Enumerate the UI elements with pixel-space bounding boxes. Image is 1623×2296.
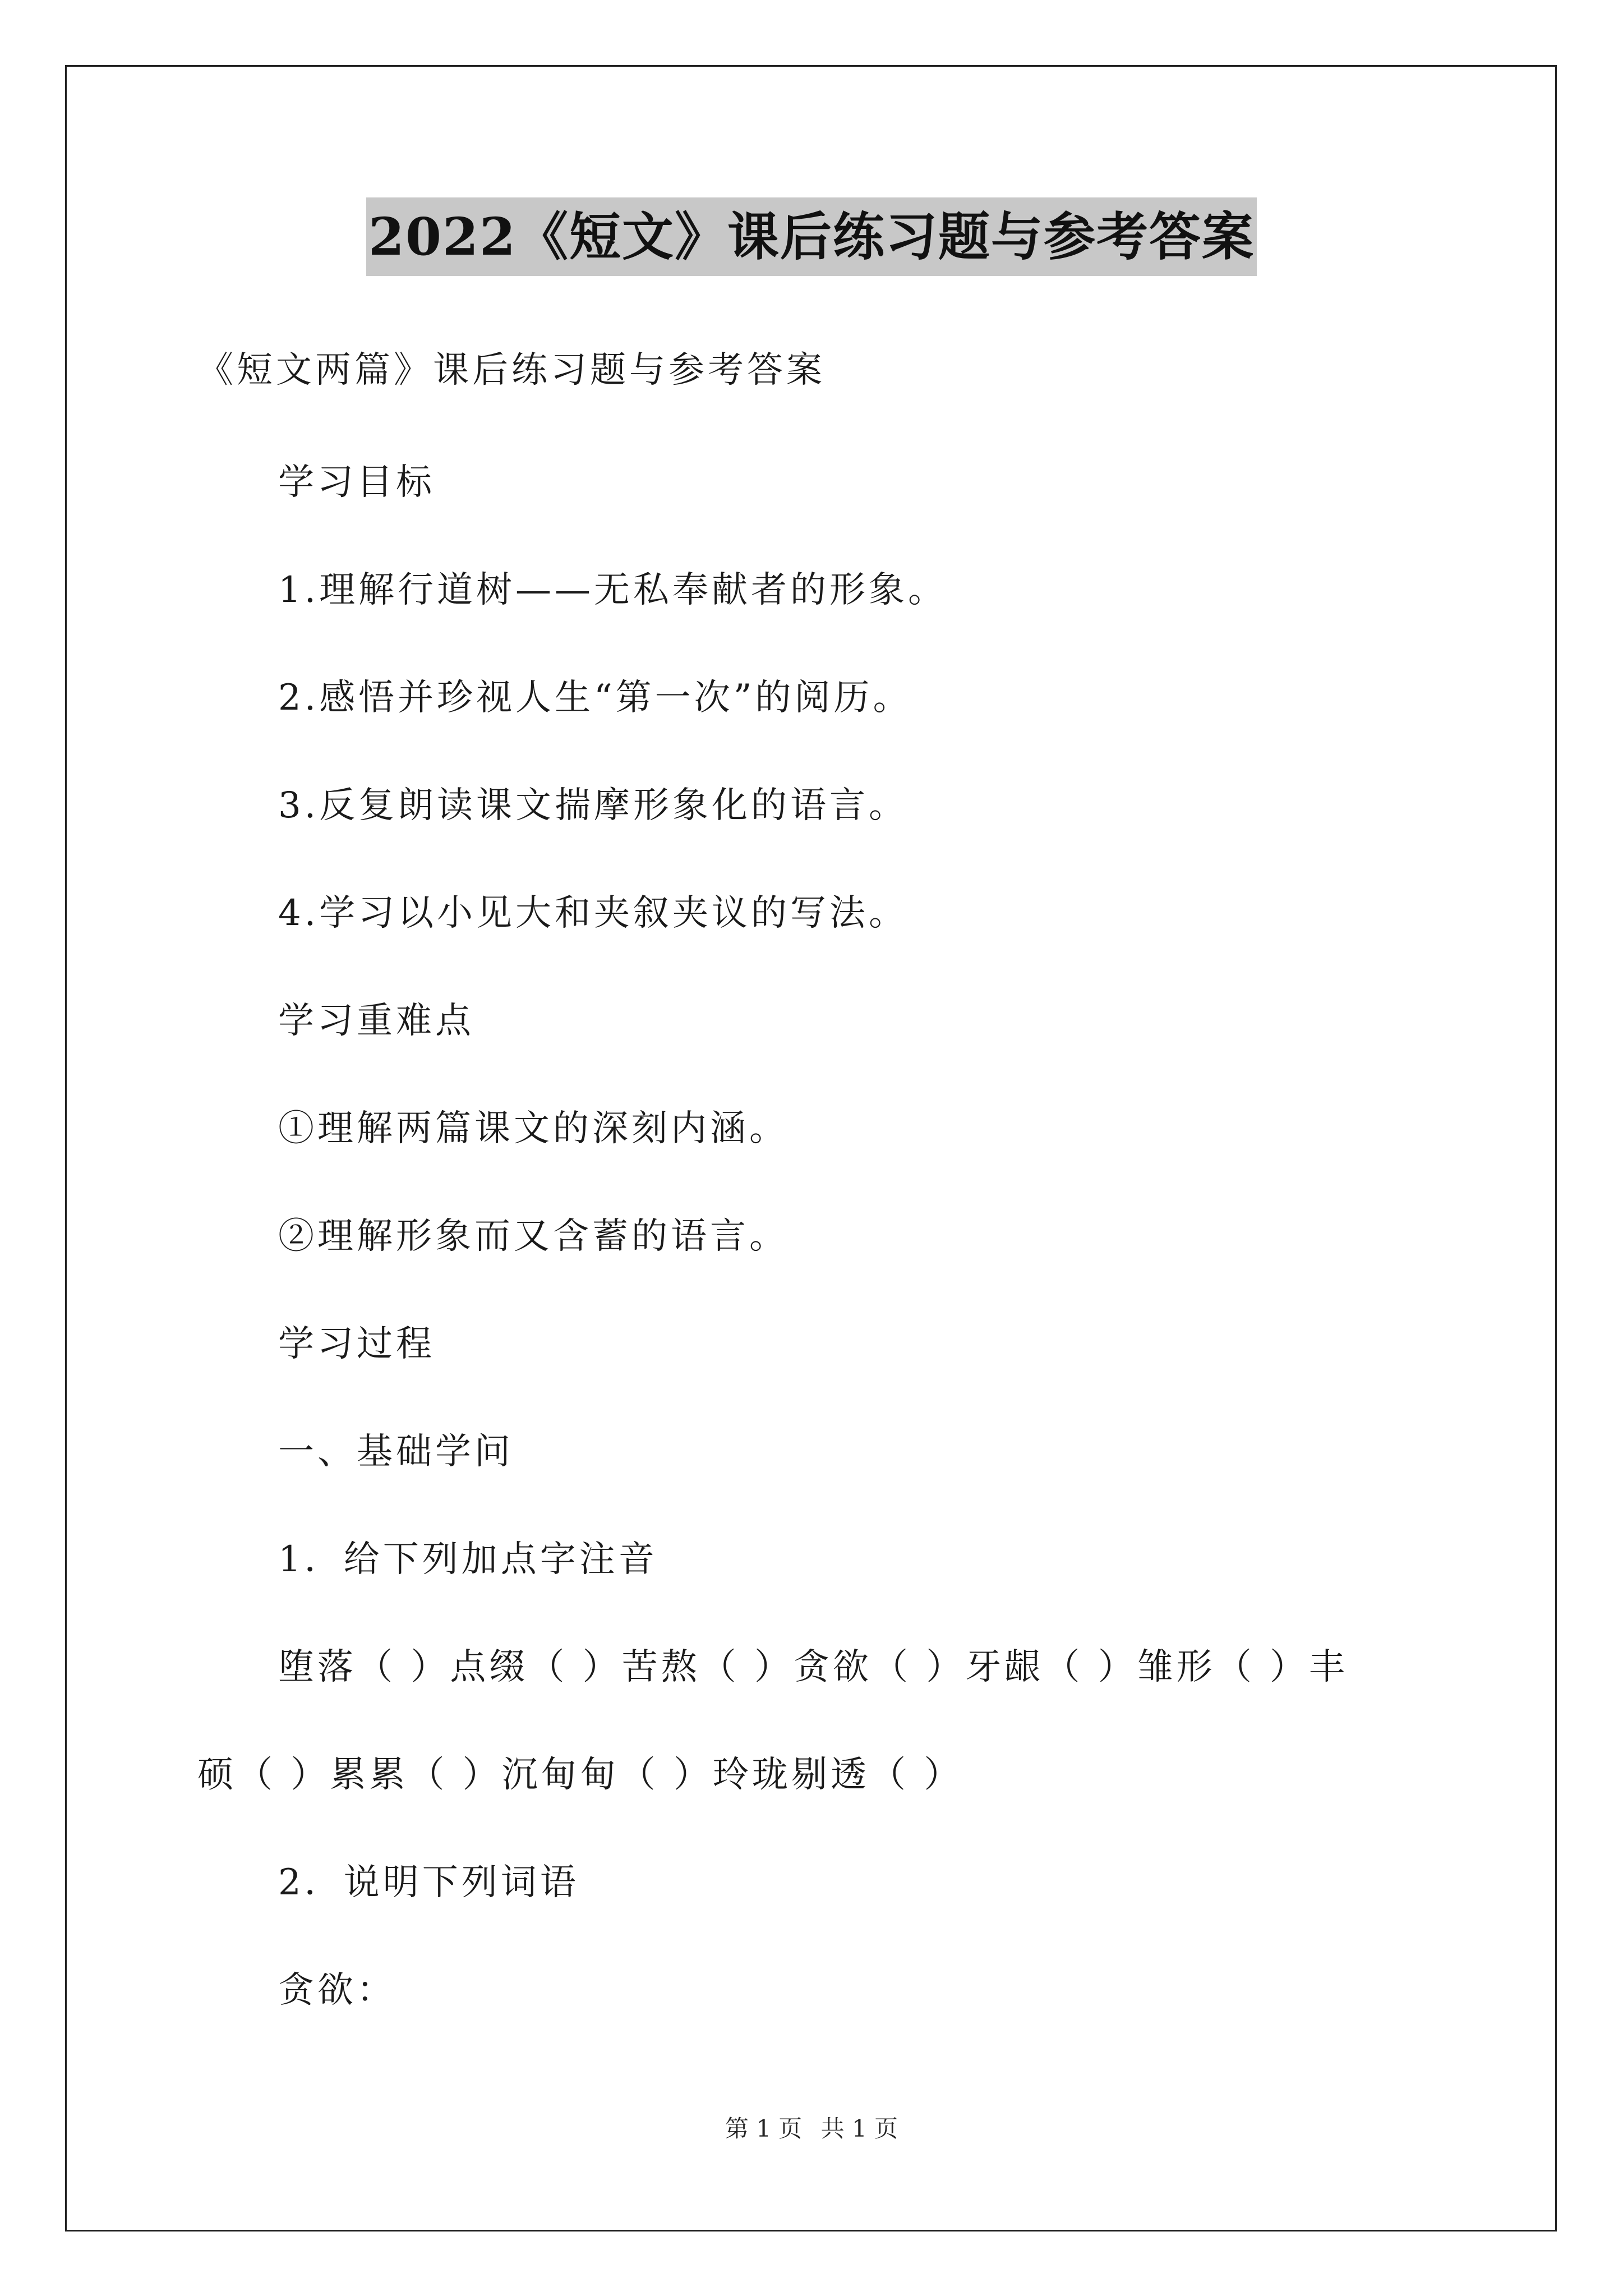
goal-item-2: 2.感悟并珍视人生“第一次”的阅历。 [278, 677, 912, 719]
goal-item-4: 4.学习以小见大和夹叙夹议的写法。 [278, 892, 909, 934]
question-2-term-tanyu: 贪欲： [278, 1970, 396, 2011]
heading-learning-process: 学习过程 [278, 1323, 435, 1365]
question-2: 2．说明下列词语 [278, 1862, 579, 1903]
question-1-words-line-2: 硕（ ）累累（ ）沉甸甸（ ）玲珑剔透（ ） [197, 1754, 963, 1796]
footer-page-current: 第 1 页 [725, 2115, 803, 2142]
key-point-2: ②理解形象而又含蓄的语言。 [278, 1216, 789, 1257]
subtitle-line: 《短文两篇》课后练习题与参考答案 [197, 349, 826, 391]
key-point-1: ①理解两篇课文的深刻内涵。 [278, 1108, 789, 1149]
goal-item-1: 1.理解行道树——无私奉献者的形象。 [278, 569, 948, 611]
footer-page-total: 共 1 页 [820, 2115, 898, 2142]
page-footer [0, 2112, 1623, 2146]
goal-item-3: 3.反复朗读课文揣摩形象化的语言。 [278, 785, 909, 826]
question-1-words-line-1: 堕落（ ）点缀（ ）苦熬（ ）贪欲（ ）牙龈（ ）雏形（ ）丰 [278, 1646, 1349, 1688]
title-wrap [0, 197, 1623, 276]
section-basic-knowledge: 一、基础学问 [278, 1431, 514, 1473]
question-1: 1．给下列加点字注音 [278, 1539, 658, 1580]
heading-learning-goals: 学习目标 [278, 462, 435, 503]
document-title: 2022《短文》课后练习题与参考答案 [366, 197, 1257, 276]
heading-key-points: 学习重难点 [278, 1000, 474, 1042]
